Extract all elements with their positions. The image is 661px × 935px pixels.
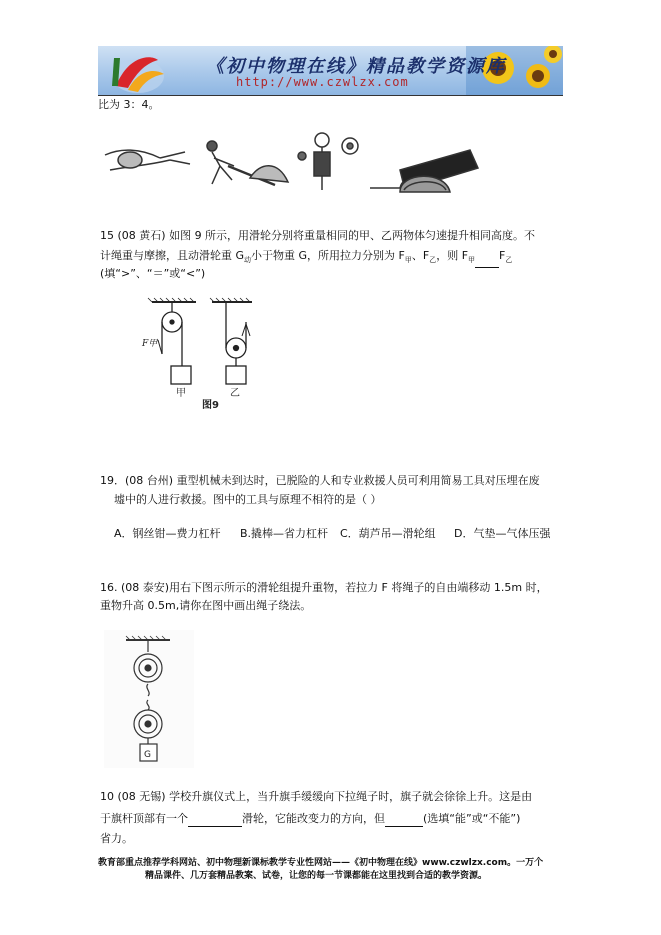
q15-line1: 15 (08 黄石) 如图 9 所示，用滑轮分别将重量相同的甲、乙两物体匀速提升相同高度。不	[100, 229, 536, 242]
q10-blank-1[interactable]	[188, 810, 242, 827]
footer-line1: 教育部重点推荐学科网站、初中物理新课标教学专业性网站——《初中物理在线》www.czwlzx.com。一万个	[98, 858, 544, 868]
label-yi: 乙	[230, 388, 240, 399]
hoist-figure	[298, 133, 358, 190]
weight-yi	[226, 366, 246, 384]
q19-option-c[interactable]: C．葫芦吊—滑轮组	[340, 527, 436, 540]
q10-blank-2[interactable]	[385, 810, 423, 827]
pliers-figure	[105, 150, 190, 170]
crowbar-figure	[207, 141, 288, 185]
footer-line2: 精品课件、几万套精品教案、试卷，让您的每一节课都能在这里找到合适的教学资源。	[145, 871, 488, 881]
q19-option-a[interactable]: A．钢丝钳—费力杠杆	[114, 527, 221, 540]
q16-line2: 重物升高 0.5m,请你在图中画出绳子绕法。	[100, 599, 312, 612]
q15-line3: (填“>”、“＝”或“<”)	[100, 267, 206, 280]
q19-option-b[interactable]: B.撬棒—省力杠杆	[240, 527, 329, 540]
q16-line1: 16. (08 泰安)用右下图示所示的滑轮组提升重物，若拉力 F 将绳子的自由端移动 1.5m 时，	[100, 581, 548, 594]
weight-jia	[171, 366, 191, 384]
q19-line1: 19．(08 台州) 重型机械未到达时，已脱险的人和专业救援人员可利用简易工具对压埋在废	[100, 474, 540, 487]
q10-line3: 省力。	[100, 832, 133, 845]
tools-illustration	[100, 130, 480, 195]
figure-9-pulleys	[140, 296, 260, 414]
q10-line1: 10 (08 无锡) 学校升旗仪式上，当升旗手缓缓向下拉绳子时，旗子就会徐徐上升。这是由	[100, 790, 533, 803]
air-cushion-figure	[370, 150, 478, 192]
banner-url[interactable]: http://www.czwlzx.com	[236, 75, 409, 89]
q15-answer-blank[interactable]	[475, 251, 499, 268]
banner-title: 《初中物理在线》精品教学资源库	[206, 56, 506, 77]
header-rule	[98, 95, 563, 96]
q15-line2: 计绳重与摩擦，且动滑轮重 $G_动$小于物重 G，所用拉力分别为 $F_甲$、$F_乙$，则 $F_甲$ $F_乙$	[100, 248, 512, 268]
q10-line2: 于旗杆顶部有一个 滑轮，它能改变力的方向，但 (选填“能”或“不能”)	[100, 812, 521, 825]
pulley-block-figure	[104, 630, 194, 768]
weight-label: G	[144, 750, 151, 760]
q19-line2: 墟中的人进行救援。图中的工具与原理不相符的是（ ）	[114, 493, 382, 506]
header-banner	[98, 46, 563, 96]
ratio-line: 比为 3：4。	[98, 98, 160, 111]
label-jia: 甲	[176, 388, 186, 399]
figure-label: 图9	[202, 400, 219, 411]
force-label: F甲	[142, 339, 158, 349]
q19-option-d[interactable]: D．气垫—气体压强	[454, 527, 551, 540]
